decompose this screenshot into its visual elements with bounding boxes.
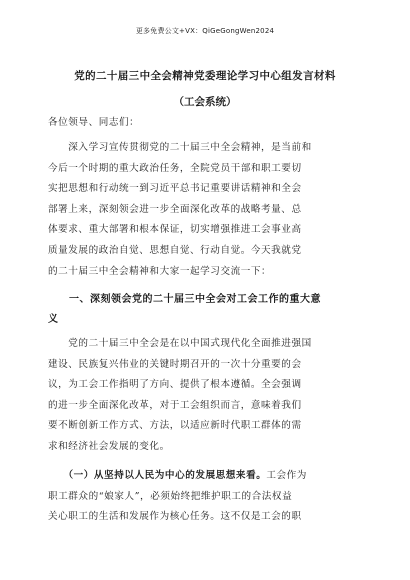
paragraph-line: 体要求、重大部署和根本保证，切实增强推进工会事业高: [48, 224, 302, 236]
subsection-lead-rest: 工会作为: [266, 470, 307, 481]
header-note: 更多免费公文+VX：QiGeGongWen2024: [135, 27, 275, 35]
paragraph-intro: [48, 138, 366, 282]
paragraph-line: 实把思想和行动统一到习近平总书记重要讲话精神和全会: [48, 183, 302, 195]
paragraph-line: 今后一个时期的重大政治任务，全院党员干部和职工要切: [48, 162, 302, 174]
paragraph-line: 深入学习宣传贯彻党的二十届三中全会精神，是当前和: [48, 142, 312, 153]
paragraph-line: 的进一步全面深化改革，对于工会组织而言，意味着我们: [48, 399, 302, 411]
paragraph-line: 党的二十届三中全会是在以中国式现代化全面推进强国: [48, 338, 312, 349]
paragraph-line: 议，为工会工作指明了方向、提供了根本遵循。全会强调: [48, 379, 302, 391]
document-title: 党的二十届三中全会精神党委理论学习中心组发言材料: [74, 70, 336, 82]
paragraph-line: 质量发展的政治自觉、思想自觉、行动自觉。今天我就党: [48, 244, 302, 256]
paragraph-line: 关心职工的生活和发展作为核心任务。这不仅是工会的职: [48, 511, 302, 523]
paragraph-line: 要不断创新工作方式、方法，以适应新时代职工群体的需: [48, 420, 302, 432]
subsection-lead: （一）从坚持以人民为中心的发展思想来看。: [48, 470, 267, 481]
paragraph-line: 求和经济社会发展的变化。: [48, 440, 170, 452]
paragraph-subsection-1: [48, 466, 366, 528]
heading-line: 义: [48, 314, 59, 325]
salutation: 各位领导、同志们：: [48, 117, 140, 128]
paragraph-significance: [48, 334, 366, 458]
heading-line: 一、深刻领会党的二十届三中全会对工会工作的重大意: [48, 294, 321, 305]
paragraph-line: 建设、民族复兴伟业的关键时期召开的一次十分重要的会: [48, 358, 302, 370]
paragraph-line: [48, 466, 366, 487]
paragraph-line: 部署上来，深刻领会进一步全面深化改革的战略考量、总: [48, 203, 302, 215]
section-heading-1: [48, 290, 366, 330]
paragraph-line: 的二十届三中全会精神和大家一起学习交流一下：: [48, 265, 272, 277]
paragraph-line: 职工群众的“娘家人”，必须始终把维护职工的合法权益: [48, 490, 293, 502]
document-subtitle: （工会系统）: [173, 96, 237, 108]
